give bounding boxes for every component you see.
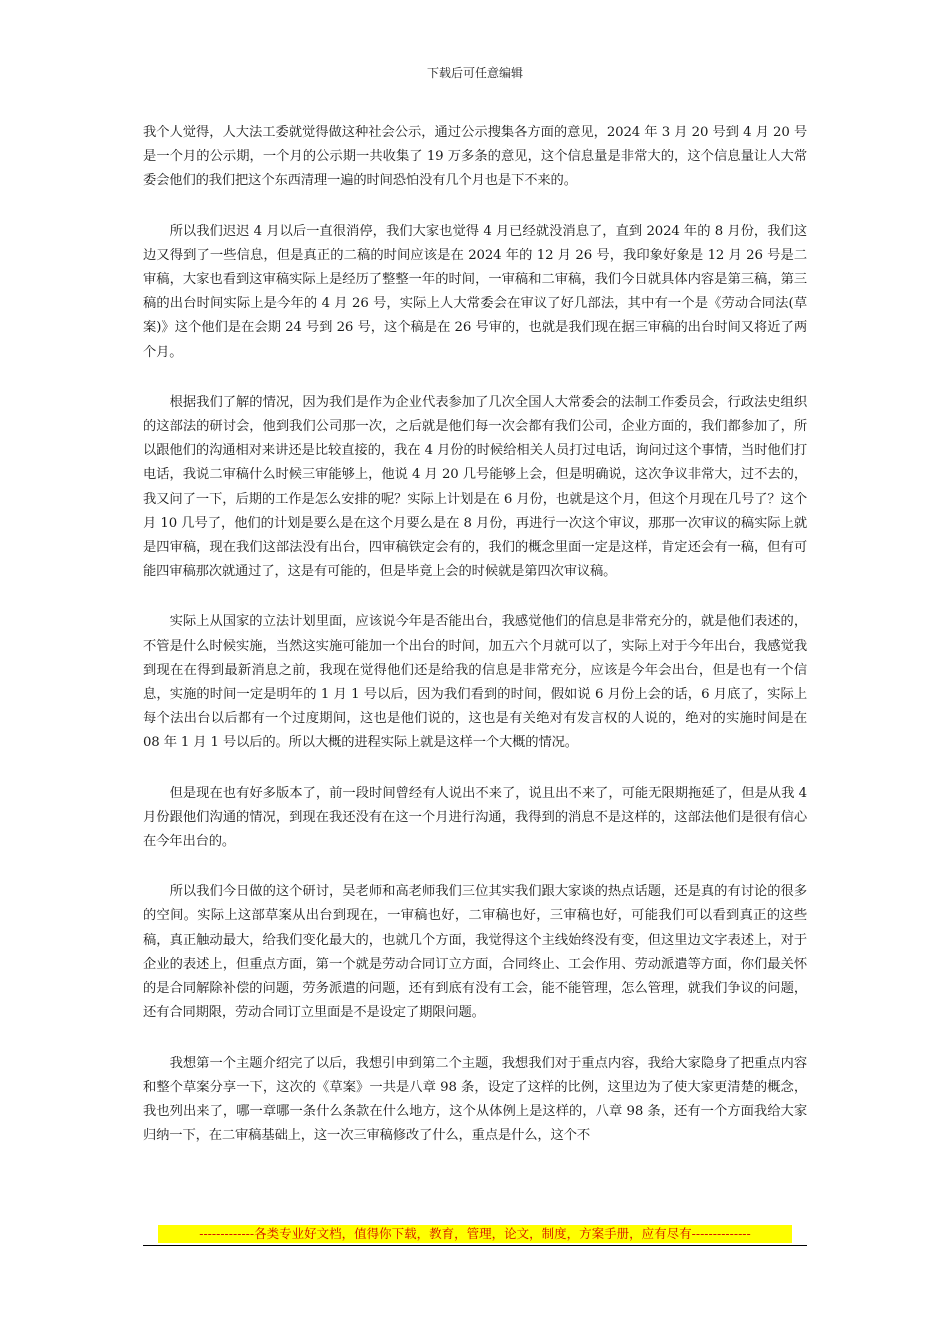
paragraph-6: 所以我们今日做的这个研讨，吴老师和高老师我们三位其实我们跟大家谈的热点话题，还是真的有讨论的很多的空间。实际上这部草案从出台到现在，一审稿也好，二审稿也好，三审稿也好，可能我们可以看到真正的这些稿，真正触动最大，给我们变化最大的，也就几个方面，我觉得这个主线始终没有变，但这里边文字表述上，对于企业的表述上，但重点方面，第一个就是劳动合同订立方面，合同终止、工会作用、劳动派遣等方面，你们最关怀的是合同解除补偿的问题，劳务派遣的问题，还有到底有没有工会，能不能管理，怎么管理，就我们争议的问题，还有合同期限，劳动合同订立里面是不是设定了期限问题。 xyxy=(143,884,807,1021)
paragraph-7: 我想第一个主题介绍完了以后，我想引申到第二个主题，我想我们对于重点内容，我给大家隐身了把重点内容和整个草案分享一下，这次的《草案》一共是八章 98 条，设定了这样的比例，这里边为了使大家更清楚的概念，我也列出来了，哪一章哪一条什么条款在什么地方，这个从体例上是这样的，八章 98 条，还有一个方面我给大家归纳一下，在二审稿基础上，这一次三审稿修改了什么，重点是什么，这个不 xyxy=(143,1055,807,1144)
footer-divider xyxy=(143,1245,807,1246)
paragraph-3: 根据我们了解的情况，因为我们是作为企业代表参加了几次全国人大常委会的法制工作委员会，行政法史组织的这部法的研讨会，他到我们公司那一次，之后就是他们每一次会都有我们公司，企业方面的，我们都参加了，所以跟他们的沟通相对来讲还是比较直接的，我在 4 月份的时候给相关人员打过电话，询问过这个事情，当时他们打电话，我说二审稿什么时候三审能够上，他说 4 月 20 几号能够上会，但是明确说，这次争议非常大，过不去的，我又问了一下，后期的工作是怎么安排的呢？实际上计划是在 6 月份，也就是这个月，但这个月现在几号了？这个月 10 几号了，他们的计划是要么是在这个月要么是在 8 月份，再进行一次这个审议，那那一次审议的稿实际上就是四审稿，现在我们这部法没有出台，四审稿铁定会有的，我们的概念里面一定是这样，肯定还会有一稿，但有可能四审稿那次就通过了，这是有可能的，但是毕竟上会的时候就是第四次审议稿。 xyxy=(143,394,807,580)
page-header: 下载后可任意编辑 xyxy=(426,66,523,80)
paragraph-5: 但是现在也有好多版本了，前一段时间曾经有人说出不来了，说且出不来了，可能无限期拖延了，但是从我 4 月份跟他们沟通的情况，到现在我还没有在这一个月进行沟通，我得到的消息不是这样的，这部法他们是很有信心在今年出台的。 xyxy=(143,785,807,850)
paragraph-4: 实际上从国家的立法计划里面，应该说今年是否能出台，我感觉他们的信息是非常充分的，就是他们表述的，不管是什么时候实施，当然这实施可能加一个出台的时间，加五六个月就可以了，实际上对于今年出台，我感觉我到现在在得到最新消息之前，我现在觉得他们还是给我的信息是非常充分，应该是今年会出台，但是也有一个信息，实施的时间一定是明年的 1 月 1 号以后，因为我们看到的时间，假如说 6 月份上会的话，6 月底了，实际上每个法出台以后都有一个过度期间，这也是他们说的，这也是有关绝对有发言权的人说的，绝对的实施时间是在 08 年 1 月 1 号以后的。所以大概的进程实际上就是这样一个大概的情况。 xyxy=(143,614,807,751)
footer-promo-banner: -------------各类专业好文档，值得你下载，教育，管理，论文，制度，方案手册，应有尽有-------------- xyxy=(158,1225,792,1243)
paragraph-2: 所以我们迟迟 4 月以后一直很消停，我们大家也觉得 4 月已经就没消息了，直到 2024 年的 8 月份，我们这边又得到了一些信息，但是真正的二稿的时间应该是在 2024 年的 12 月 26 号，我印象好象是 12 月 26 号是二审稿，大家也看到这审稿实际上是经历了整整一年的时间，一审稿和二审稿，我们今日就具体内容是第三稿，第三稿的出台时间实际上是今年的 4 月 26 号，实际上人大常委会在审议了好几部法，其中有一个是《劳动合同法(草案)》这个他们是在会期 24 号到 26 号，这个稿是在 26 号审的，也就是我们现在据三审稿的出台时间又将近了两个月。 xyxy=(143,223,807,360)
document-body xyxy=(143,121,807,1174)
paragraph-1: 我个人觉得，人大法工委就觉得做这种社会公示，通过公示搜集各方面的意见，2024 年 3 月 20 号到 4 月 20 号是一个月的公示期，一个月的公示期一共收集了 19 万多条的意见，这个信息量是非常大的，这个信息量让人大常委会他们的我们把这个东西清理一遍的时间恐怕没有几个月也是下不来的。 xyxy=(143,125,807,189)
